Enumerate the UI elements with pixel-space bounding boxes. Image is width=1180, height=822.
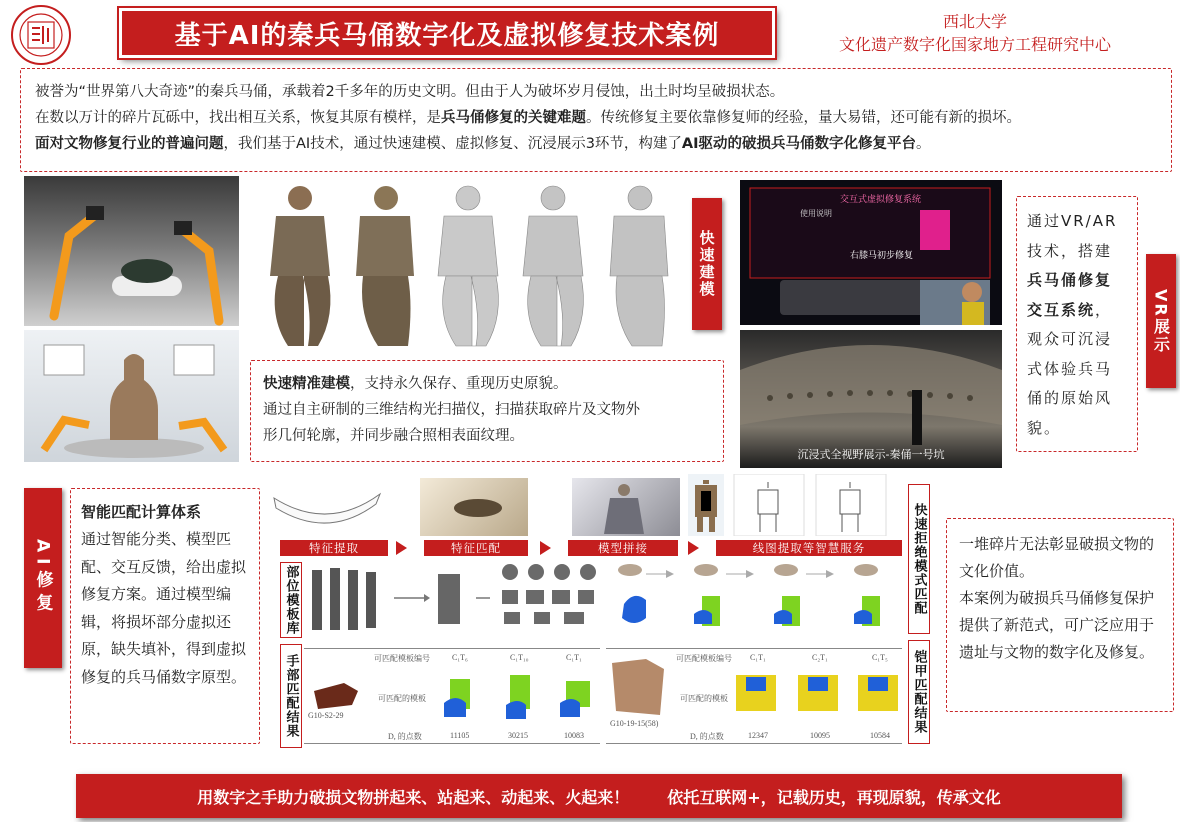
robot-arm-scanner-image — [24, 176, 239, 326]
modeling-desc-box — [250, 360, 724, 462]
model-assemble-image — [572, 478, 680, 536]
ai-title: 智能匹配计算体系 — [81, 503, 202, 521]
pipeline-thumb-lineart — [688, 474, 888, 536]
tab-ai-repair: AI修复 — [24, 488, 62, 668]
modeling-line-3: 形几何轮廓，并同步融合照相表面纹理。 — [263, 428, 524, 444]
armor-count-1: 12347 — [748, 731, 768, 740]
ai-body: 通过智能分类、模型匹配、交互反馈，给出虚拟修复方案。通过模型编辑，将损坏部分虚拟还原，缺失填补，得到虚拟修复的兵马俑数字原型。 — [81, 530, 247, 686]
value-p2: 本案例为破损兵马俑修复保护提供了新范式，可广泛应用于遗址与文物的数字化及修复。 — [959, 589, 1155, 661]
university-name: 西北大学 — [942, 12, 1007, 31]
hand-count-1: 11105 — [450, 731, 470, 740]
vr-screen-item-1: 使用说明 — [800, 209, 832, 218]
warrior-mesh-3 — [610, 186, 668, 346]
armor-col-3: C₁T₅ — [872, 653, 888, 662]
hand-col-2: C₁T₁₀ — [510, 653, 529, 662]
warrior-scan-photo — [24, 330, 239, 462]
step-line-art-service: 线图提取等智慧服务 — [716, 540, 902, 556]
value-p1: 一堆碎片无法彰显破损文物的文化价值。 — [959, 535, 1155, 580]
intro-line-2: 在数以万计的碎片瓦砾中，找出相互关系，恢复其原有模样，是兵马俑修复的关键难题。传统修复主要依靠修复师的经验，量大易错，还可能有新的损坏。 — [35, 110, 1021, 126]
intro-line-3: 面对文物修复行业的普遍问题，我们基于AI技术，通过快速建模、虚拟修复、沉浸展示3环节，构建了AI驱动的破损兵马俑数字化修复平台。 — [35, 136, 931, 152]
pipeline-thumb-fragment — [268, 484, 386, 536]
page-title: 基于AI的秦兵马俑数字化及虚拟修复技术案例 — [174, 20, 720, 51]
hand-col-3: C₁T₁ — [566, 653, 582, 662]
vr-photo-caption: 沉浸式全视野展示-秦俑一号坑 — [797, 448, 945, 461]
warrior-scanning-image — [24, 330, 239, 462]
hand-fragment-id: G10-S2-29 — [308, 711, 344, 720]
hand-result-table — [304, 648, 600, 744]
armor-table-header-template: 可匹配的模板 — [680, 694, 728, 703]
modeling-title-line: 快速精准建模，支持永久保存、重现历史原貌。 — [263, 376, 568, 392]
seal-icon — [10, 4, 72, 66]
template-library-image — [304, 560, 600, 636]
university-logo — [10, 4, 72, 66]
footer-slogan-left: 用数字之手助力破损文物拼起来、站起来、动起来、火起来！ — [197, 787, 630, 807]
armor-count-3: 10584 — [870, 731, 890, 740]
footer-banner — [76, 774, 1122, 818]
label-hand-result: 手部匹配结果 — [280, 644, 302, 748]
fragment-match-image — [420, 478, 528, 536]
pipeline-thumb-match — [420, 478, 528, 536]
vr-screen-title: 交互式虚拟修复系统 — [840, 195, 922, 205]
intro-box — [20, 68, 1172, 172]
hand-match-sequence — [606, 556, 902, 636]
modeling-line-2: 通过自主研制的三维结构光扫描仪，扫描获取碎片及文物外 — [263, 402, 640, 418]
warrior-mesh-2 — [523, 186, 583, 346]
hand-table-header-template-id: 可匹配模板编号 — [374, 654, 430, 663]
hand-table-header-points: D, 的点数 — [388, 732, 422, 741]
hand-col-1: C₁T₆ — [452, 653, 468, 662]
step-arrow-1 — [396, 541, 407, 555]
tab-fast-modeling: 快速建模 — [692, 198, 722, 330]
green-blue-hand-models — [606, 556, 902, 636]
warrior-mesh-1 — [438, 186, 498, 346]
ai-desc-box — [70, 488, 260, 744]
vr-immersive-photo — [740, 330, 1002, 468]
org-name — [790, 10, 1160, 56]
footer-slogan-right: 依托互联网+，记载历史，再现原貌，传承文化 — [667, 787, 1001, 807]
vr-screen-item-2: 右膝马初步修复 — [850, 251, 914, 261]
intro-line-1: 被誉为“世界第八大奇迹”的秦兵马俑，承载着2千多年的历史文明。但由于人为破坏岁月侵蚀，出土时均呈破损状态。 — [35, 84, 785, 100]
template-parts-image — [304, 560, 600, 636]
armor-result-table — [606, 648, 902, 744]
label-fast-reject: 快速拒绝模式匹配 — [908, 484, 930, 634]
robot-scan-photo — [24, 176, 239, 326]
step-arrow-2 — [540, 541, 551, 555]
label-armor-result: 铠甲匹配结果 — [908, 640, 930, 744]
step-feature-match: 特征匹配 — [424, 540, 528, 556]
armor-col-1: C₁T₁ — [750, 653, 766, 662]
fragment-outline-image — [268, 484, 386, 536]
vr-system-photo — [740, 180, 1002, 325]
value-desc-box — [946, 518, 1174, 712]
hand-count-2: 30215 — [508, 731, 528, 740]
armor-table-header-template-id: 可匹配模板编号 — [676, 654, 732, 663]
hand-count-3: 10083 — [564, 731, 584, 740]
armor-table-header-points: D, 的点数 — [690, 732, 724, 741]
vr-description: 通过VR/AR技术，搭建兵马俑修复交互系统，观众可沉浸式体验兵马俑的原始风貌。 — [1027, 212, 1118, 437]
armor-count-2: 10095 — [810, 731, 830, 740]
label-part-template: 部位模板库 — [280, 562, 302, 638]
warrior-photo-side — [356, 186, 414, 346]
warrior-3d-models-image — [248, 176, 688, 354]
pipeline-thumb-assemble — [572, 478, 680, 536]
step-feature-extract: 特征提取 — [280, 540, 388, 556]
warrior-photo-front — [270, 186, 330, 346]
armor-col-2: C₂T₁ — [812, 653, 828, 662]
tab-vr-display: VR展示 — [1146, 254, 1176, 388]
hand-table-header-template: 可匹配的模板 — [378, 694, 426, 703]
line-drawing-image — [688, 474, 888, 536]
step-model-assemble: 模型拼接 — [568, 540, 678, 556]
title-banner — [119, 8, 775, 58]
warrior-model-row — [248, 176, 688, 354]
center-name: 文化遗产数字化国家地方工程研究中心 — [838, 35, 1111, 54]
armor-fragment-id: G10-19-15(58) — [610, 719, 659, 728]
step-arrow-3 — [688, 541, 699, 555]
vr-desc-box — [1016, 196, 1138, 452]
